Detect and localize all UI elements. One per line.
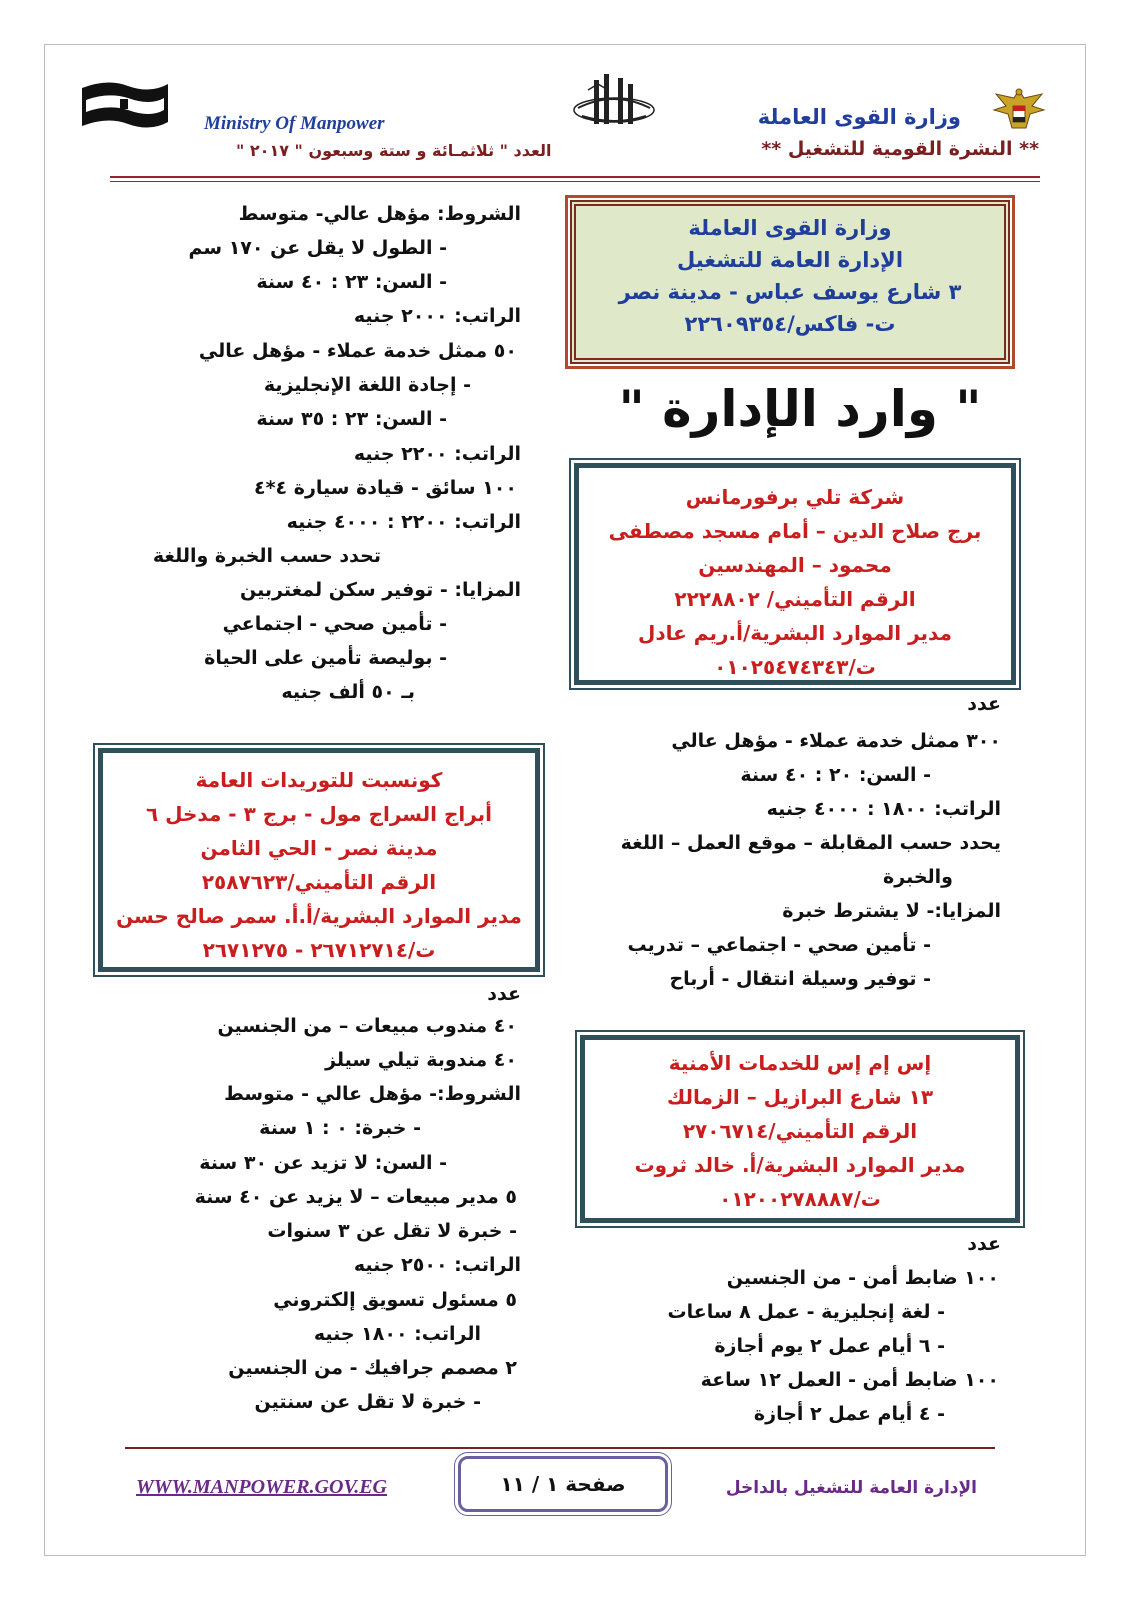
header-rule xyxy=(110,176,1040,178)
job-line: المزايا:- لا يشترط خبرة xyxy=(782,900,1001,922)
ministry-logo-icon xyxy=(568,70,660,134)
company-hr-manager: مدير الموارد البشرية/أ. خالد ثروت xyxy=(634,1153,966,1177)
company-phone: ت/٠١٠٢٥٤٧٤٣٤٣ xyxy=(714,655,876,679)
count-label: عدد xyxy=(967,693,1001,715)
company-address-cont: مدينة نصر - الحي الثامن xyxy=(200,836,438,860)
job-line: - إجادة اللغة الإنجليزية xyxy=(263,374,471,396)
ministry-box-department: الإدارة العامة للتشغيل xyxy=(676,248,904,272)
company-address-cont: محمود – المهندسين xyxy=(698,553,892,577)
ministry-name-en: Ministry Of Manpower xyxy=(204,113,385,134)
page-number-box xyxy=(458,1456,668,1512)
company-card-tele-performance xyxy=(574,463,1016,685)
egypt-flag-icon xyxy=(78,78,172,132)
ministry-name-ar: وزارة القوى العاملة xyxy=(757,105,961,129)
job-line: ٥ مدير مبيعات – لا يزيد عن ٤٠ سنة xyxy=(194,1186,517,1208)
eagle-emblem-icon xyxy=(990,84,1048,134)
header-rule-thin xyxy=(110,181,1040,182)
job-line: الراتب: ١٨٠٠ : ٤٠٠٠ جنيه xyxy=(766,798,1001,820)
job-line: - خبرة لا تقل عن سنتين xyxy=(254,1391,481,1413)
job-line: - خبرة لا تقل عن ٣ سنوات xyxy=(267,1220,517,1242)
company-name: شركة تلي برفورمانس xyxy=(685,485,905,509)
job-line: ١٠٠ ضابط أمن - من الجنسين xyxy=(726,1267,999,1289)
ministry-box-title: وزارة القوى العاملة xyxy=(688,216,892,240)
department-name: الإدارة العامة للتشغيل بالداخل xyxy=(725,1478,977,1498)
page-number: صفحة ١ / ١١ xyxy=(500,1472,626,1496)
job-line: يحدد حسب المقابلة – موقع العمل – اللغة xyxy=(620,832,1001,854)
company-insurance-number: الرقم التأميني/٢٧٠٦٧١٤ xyxy=(682,1119,918,1143)
job-line: - تأمين صحي - اجتماعي – تدريب xyxy=(627,934,931,956)
ministry-box-address: ٣ شارع يوسف عباس - مدينة نصر xyxy=(618,280,962,304)
job-line: - لغة إنجليزية - عمل ٨ ساعات xyxy=(667,1301,945,1323)
website-link[interactable]: WWW.MANPOWER.GOV.EG xyxy=(136,1476,387,1498)
ministry-box-phone: ت- فاكس/٢٢٦٠٩٣٥٤ xyxy=(684,312,896,336)
company-hr-manager: مدير الموارد البشرية/أ.أ. سمر صالح حسن xyxy=(116,904,522,928)
count-label: عدد xyxy=(967,1233,1001,1255)
job-line: - الطول لا يقل عن ١٧٠ سم xyxy=(188,237,447,259)
job-line: - السن: ٢٣ : ٣٥ سنة xyxy=(256,408,447,430)
job-line: الراتب: ١٨٠٠ جنيه xyxy=(313,1323,481,1345)
job-line: ٤٠ مندوبة تيلي سيلز xyxy=(325,1049,517,1071)
section-title: " وارد الإدارة " xyxy=(618,380,982,438)
company-phone: ت/٠١٢٠٠٢٧٨٨٨٧ xyxy=(719,1187,881,1211)
job-line: - توفير وسيلة انتقال - أرباح xyxy=(669,968,931,990)
job-line: ١٠٠ سائق - قيادة سيارة ٤*٤ xyxy=(253,477,517,499)
issue-number: العدد " ثلاثمـائة و ستة وسبعون " ٢٠١٧ " xyxy=(236,141,552,160)
company-address: برج صلاح الدين – أمام مسجد مصطفى xyxy=(608,519,982,543)
job-line: الراتب: ٢٥٠٠ جنيه xyxy=(353,1254,521,1276)
job-line: - بوليصة تأمين على الحياة xyxy=(204,647,447,669)
job-line: الراتب: ٢٢٠٠ : ٤٠٠٠ جنيه xyxy=(286,511,521,533)
job-line: - السن: ٢٣ : ٤٠ سنة xyxy=(256,271,447,293)
job-line: المزايا: - توفير سكن لمغتربين xyxy=(240,579,521,601)
company-card-sms-security xyxy=(580,1035,1020,1223)
company-address: أبراج السراج مول - برج ٣ - مدخل ٦ xyxy=(145,802,493,826)
bulletin-name-ar: ** النشرة القومية للتشغيل ** xyxy=(761,138,1039,160)
company-insurance-number: الرقم التأميني/٢٥٨٧٦٢٣ xyxy=(201,870,437,894)
job-line: - تأمين صحي - اجتماعي xyxy=(222,613,447,635)
company-insurance-number: الرقم التأميني/ ٢٢٢٨٨٠٢ xyxy=(674,587,916,611)
company-card-concept-supplies xyxy=(98,748,540,972)
company-name: إس إم إس للخدمات الأمنية xyxy=(668,1051,932,1075)
company-address: ١٣ شارع البرازيل – الزمالك xyxy=(666,1085,934,1109)
job-line: - خبرة: ٠ : ١ سنة xyxy=(259,1117,421,1139)
job-line: الراتب: ٢٢٠٠ جنيه xyxy=(353,443,521,465)
job-line: ٣٠٠ ممثل خدمة عملاء - مؤهل عالي xyxy=(671,730,1001,752)
job-line: الشروط:- مؤهل عالي - متوسط xyxy=(224,1083,521,1105)
job-line: ٥٠ ممثل خدمة عملاء - مؤهل عالي xyxy=(198,340,517,362)
job-line: - السن: ٢٠ : ٤٠ سنة xyxy=(740,764,931,786)
job-line: والخبرة xyxy=(883,866,953,888)
job-line: - ٦ أيام عمل ٢ يوم أجازة xyxy=(714,1335,945,1357)
job-line: ١٠٠ ضابط أمن - العمل ١٢ ساعة xyxy=(700,1369,999,1391)
job-line: بـ ٥٠ ألف جنيه xyxy=(281,681,415,703)
job-line: تحدد حسب الخبرة واللغة xyxy=(152,545,381,567)
job-line: ٤٠ مندوب مبيعات – من الجنسين xyxy=(217,1015,517,1037)
job-line: ٥ مسئول تسويق إلكتروني xyxy=(273,1289,517,1311)
job-line: ٢ مصمم جرافيك - من الجنسين xyxy=(228,1357,517,1379)
company-hr-manager: مدير الموارد البشرية/أ.ريم عادل xyxy=(638,621,952,645)
job-line: - ٤ أيام عمل ٢ أجازة xyxy=(753,1403,945,1425)
company-name: كونسبت للتوريدات العامة xyxy=(195,768,443,792)
job-line: - السن: لا تزيد عن ٣٠ سنة xyxy=(199,1152,447,1174)
footer-rule xyxy=(125,1447,995,1449)
job-line: الشروط: مؤهل عالي- متوسط xyxy=(238,203,521,225)
job-line: الراتب: ٢٠٠٠ جنيه xyxy=(353,305,521,327)
ministry-address-box xyxy=(570,200,1010,364)
count-label: عدد xyxy=(487,983,521,1005)
company-phone: ت/٢٦٧١٢٧١٤ - ٢٦٧١٢٧٥ xyxy=(202,938,436,962)
